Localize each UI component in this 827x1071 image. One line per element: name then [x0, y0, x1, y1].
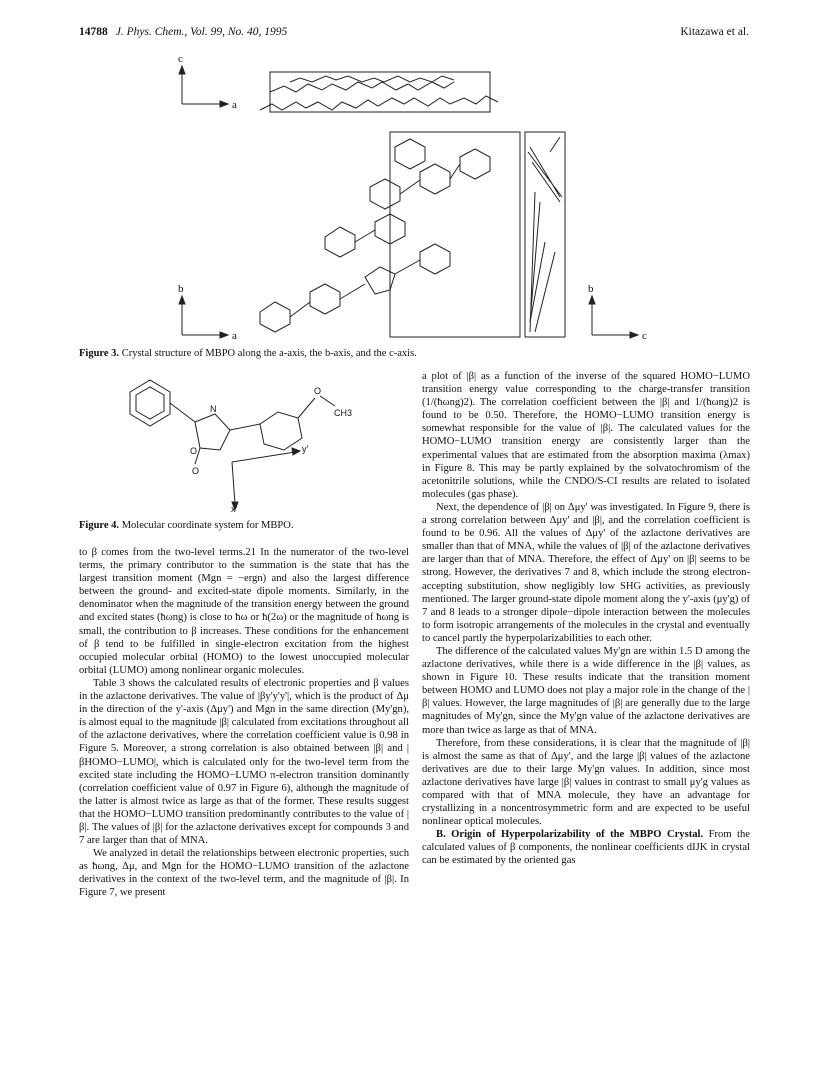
- paragraph: Table 3 shows the calculated results of electronic properties and β values in the azlactone derivatives. The value of |βy'y'y'|, which is the product of Δμ in the direction of the y'-axis (Δμy') and Mgn in the same direction (My'gn), is almost equal to the magnitude |β| calculated from excitations throughout all of the azlactone derivatives, where the correlation coefficient value is 0.98 in Figure 5. Moreover, a strong correlation is also obtained between |β| and |βHOMO−LUMO|, which is calculated only for the two-level term from the excited state including the HOMO−LUMO π-electron transition dominantly (correlation coefficient value of 0.97 in Figure 6), although the magnitude of the latter is almost twice as large as that of the former. These results suggest that the HOMO−LUMO transition predominantly contributes to the value of |β|. The values of |β| for the azlactone derivatives except for compounds 3 and 7 are larger than that of MNA.: [79, 677, 409, 847]
- figure-4-molecule-diagram: [120, 362, 380, 512]
- paragraph: a plot of |β| as a function of the inverse of the squared HOMO−LUMO transition energy value corresponding to the charge-transfer transition (1/(ħωng)2). The correlation coefficient between the |β| and 1/(ħωng)2 is found to be 0.50. Therefore, the HOMO−LUMO transition energy is somewhat responsible for the value of |β|. The calculated values for the HOMO−LUMO transition energy are consistently larger than the experimental values that are estimated from the absorption maxima (λmax) in Figure 8. This may be partly explained by the solvatochromism of the acetonitrile solutions, while the CNDO/S-CI results are related to isolated molecules (gas phase).: [422, 371, 750, 500]
- fig3-axis-c-top: c: [178, 53, 183, 65]
- fig4-label-o-methoxy: O: [314, 386, 322, 396]
- paragraph: We analyzed in detail the relationships between electronic properties, such as ħωng, Δμ, and Mgn for the HOMO−LUMO transition of the azlactone derivatives in the context of the two-level term, and the magnitude of |β|. In Figure 7, we present: [79, 848, 409, 899]
- right-text-column: [422, 370, 750, 868]
- section-heading: B. Origin of Hyperpolarizability of the MBPO Crystal.: [436, 829, 704, 841]
- paragraph: to β comes from the two-level terms.21 In the numerator of the two-level terms, the primary contributor to the summation is the state that has the largest transition moment (Mgn = −ergn) and also the largest difference between the ground- and excited-state dipole moments. Similarly, in the denominator when the magnitude of the transition energy between the ground and excited states (ħωng) is close to ħω or ħ(2ω) or the magnitude of ħωng is small, the contribution to β increases. These conditions for the enhancement of β tend to be fulfilled in single-electron excitation from the highest occupied molecular orbital (HOMO) to the lowest unoccupied molecular orbital (LUMO) among nonlinear organic molecules.: [79, 547, 409, 676]
- figure-4-caption: Figure 4. Molecular coordinate system for MBPO.: [79, 520, 294, 531]
- fig4-label-x-axis: x': [231, 504, 238, 512]
- fig3-axis-b-bottom: b: [178, 283, 184, 295]
- section-b-paragraph: B. Origin of Hyperpolarizability of the MBPO Crystal. From the calculated values of β components, the nonlinear coefficients dIJK in crystal can be estimated by the oriented gas: [422, 829, 750, 867]
- figure-3-caption: Figure 3. Crystal structure of MBPO along the a-axis, the b-axis, and the c-axis.: [79, 348, 417, 359]
- fig4-label-y-axis: y': [302, 444, 309, 454]
- paragraph: The difference of the calculated values My'gn are within 1.5 D among the azlactone derivatives, while there is a wide difference in the |β| values, as shown in Figure 10. These results indicate that the transition moment between HOMO and LUMO does not play a major role in the change of the |β| values. However, the large magnitudes of |β| are generally due to the large magnitudes of My'gn, since the My'gn value of the azlactone derivatives are more than twice as large as that of MNA.: [422, 645, 750, 736]
- figure-3-crystal-structure: [160, 52, 680, 352]
- journal-citation: J. Phys. Chem., Vol. 99, No. 40, 1995: [115, 26, 288, 38]
- running-header: [79, 26, 749, 42]
- fig4-label-n: N: [210, 404, 217, 414]
- fig3-axis-a-top: a: [232, 99, 237, 111]
- fig4-label-o-ring: O: [190, 446, 198, 456]
- fig3-axis-c-right: c: [642, 330, 647, 342]
- left-text-column: [79, 546, 409, 900]
- page-number: 14788: [79, 26, 108, 38]
- fig3-axis-a-bottom: a: [232, 330, 237, 342]
- paragraph: Therefore, from these considerations, it is clear that the magnitude of |β| is almost the same as that of Δμy', and the large |β| values of the azlactone derivatives are due to their large My'gn values. In addition, since most azlactone derivatives have large |β| values in contrast to small μy'g values as compared with that of MNA molecule, they have an advantage for crystallizing in a noncentrosymmetric form and are expected to be useful nonlinear optical molecules.: [422, 737, 750, 828]
- fig3-axis-b-right: b: [588, 283, 594, 295]
- fig4-label-o-carbonyl: O: [192, 466, 200, 476]
- author-names: Kitazawa et al.: [680, 26, 749, 38]
- paragraph: Next, the dependence of |β| on Δμy' was investigated. In Figure 9, there is a strong correlation between Δμy' and |β|, and the correlation coefficient is found to be 0.96. All the values of Δμy' of the azlactone derivatives are smaller than that of MNA, while the values of |β| of the azlactone derivatives are larger than that of MNA. Therefore, the effect of Δμy' on |β| seems to be strong. However, the derivatives 7 and 8, which include the strong electron-accepting substitution, show negligibly low SHG activities, as previously mentioned. The larger ground-state dipole moment along the y'-axis (μy'g) of 7 and 8 leads to a stronger dipole−dipole interaction between the molecules to form isotropic arrangements of the molecules in the crystal and eventually to cancel partly the hyperpolarizabilities to each other.: [422, 501, 750, 644]
- fig4-label-ch3: CH3: [334, 408, 353, 418]
